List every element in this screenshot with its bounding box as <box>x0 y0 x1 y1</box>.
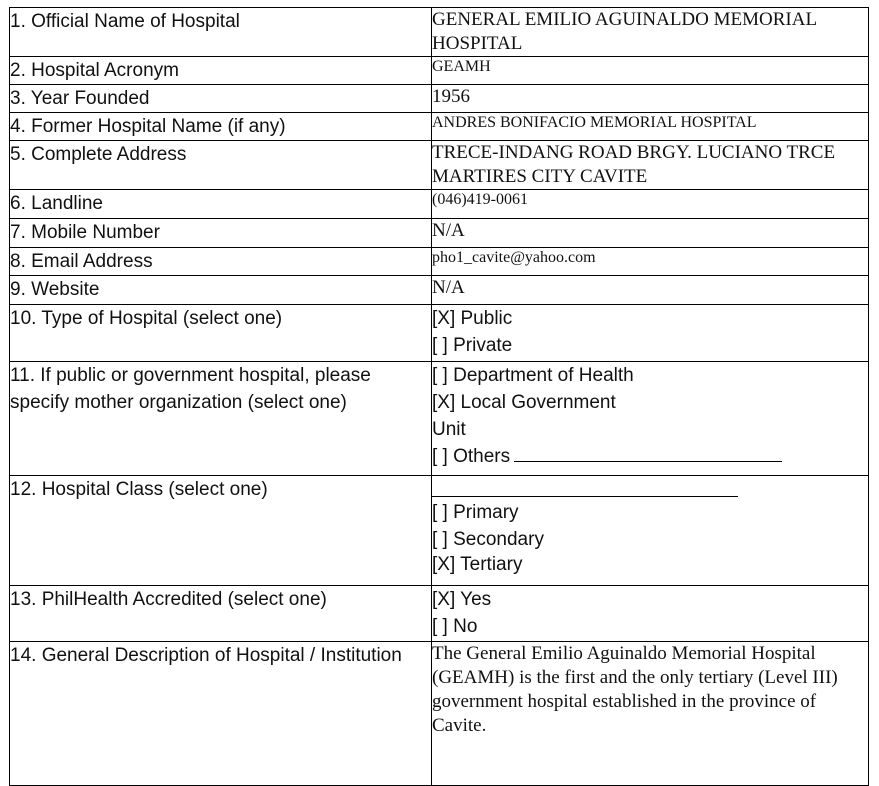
hospital-class-options <box>432 476 869 586</box>
website-value: N/A <box>432 276 869 305</box>
year-founded-value: 1956 <box>432 85 869 113</box>
table-row <box>10 190 869 219</box>
option-secondary: [ ] Secondary <box>432 529 544 550</box>
table-row <box>10 476 869 586</box>
option-no: [ ] No <box>432 616 478 637</box>
mother-organization-label: 11. If public or government hospital, please specify mother organization (select one) <box>10 362 432 476</box>
hospital-class-label: 12. Hospital Class (select one) <box>10 476 432 586</box>
table-row <box>10 85 869 113</box>
table-row <box>10 276 869 305</box>
blank-rule <box>432 476 738 497</box>
acronym-label: 2. Hospital Acronym <box>10 57 432 85</box>
acronym-value: GEAMH <box>432 57 869 85</box>
option-yes: [X] Yes <box>432 589 492 610</box>
option-primary: [ ] Primary <box>432 502 519 523</box>
former-name-label: 4. Former Hospital Name (if any) <box>10 113 432 141</box>
official-name-label: 1. Official Name of Hospital <box>10 8 432 57</box>
address-label: 5. Complete Address <box>10 141 432 190</box>
table-row <box>10 642 869 786</box>
address-value: TRECE-INDANG ROAD BRGY. LUCIANO TRCE MARTIRES CITY CAVITE <box>432 141 869 190</box>
table-row <box>10 219 869 248</box>
option-private: [ ] Private <box>432 335 513 356</box>
option-local-government: [X] Local Government <box>432 392 616 413</box>
option-public: [X] Public <box>432 308 513 329</box>
landline-value: (046)419-0061 <box>432 190 869 219</box>
table-row <box>10 113 869 141</box>
hospital-type-options <box>432 305 869 362</box>
description-label: 14. General Description of Hospital / Institution <box>10 642 432 786</box>
description-value: The General Emilio Aguinaldo Memorial Hospital (GEAMH) is the first and the only tertiary (Level III) government hospital established in the province of Cavite. <box>432 642 869 786</box>
email-value: pho1_cavite@yahoo.com <box>432 248 869 276</box>
table-row <box>10 305 869 362</box>
year-founded-label: 3. Year Founded <box>10 85 432 113</box>
mobile-value: N/A <box>432 219 869 248</box>
table-row <box>10 57 869 85</box>
email-label: 8. Email Address <box>10 248 432 276</box>
mobile-label: 7. Mobile Number <box>10 219 432 248</box>
mother-organization-options <box>432 362 869 476</box>
official-name-value: GENERAL EMILIO AGUINALDO MEMORIAL HOSPITAL <box>432 8 869 57</box>
table-row <box>10 248 869 276</box>
hospital-type-label: 10. Type of Hospital (select one) <box>10 305 432 362</box>
option-local-government-cont: Unit <box>432 419 466 440</box>
others-blank-line <box>514 443 782 462</box>
option-others: [ ] Others <box>432 446 511 467</box>
option-others-line <box>432 443 868 470</box>
option-doh: [ ] Department of Health <box>432 365 634 386</box>
philhealth-label: 13. PhilHealth Accredited (select one) <box>10 586 432 642</box>
landline-label: 6. Landline <box>10 190 432 219</box>
table-row <box>10 362 869 476</box>
hospital-profile-table <box>9 7 869 786</box>
table-row <box>10 141 869 190</box>
option-tertiary: [X] Tertiary <box>432 554 523 575</box>
table-row <box>10 586 869 642</box>
website-label: 9. Website <box>10 276 432 305</box>
former-name-value: ANDRES BONIFACIO MEMORIAL HOSPITAL <box>432 113 869 141</box>
table-row <box>10 8 869 57</box>
philhealth-options <box>432 586 869 642</box>
